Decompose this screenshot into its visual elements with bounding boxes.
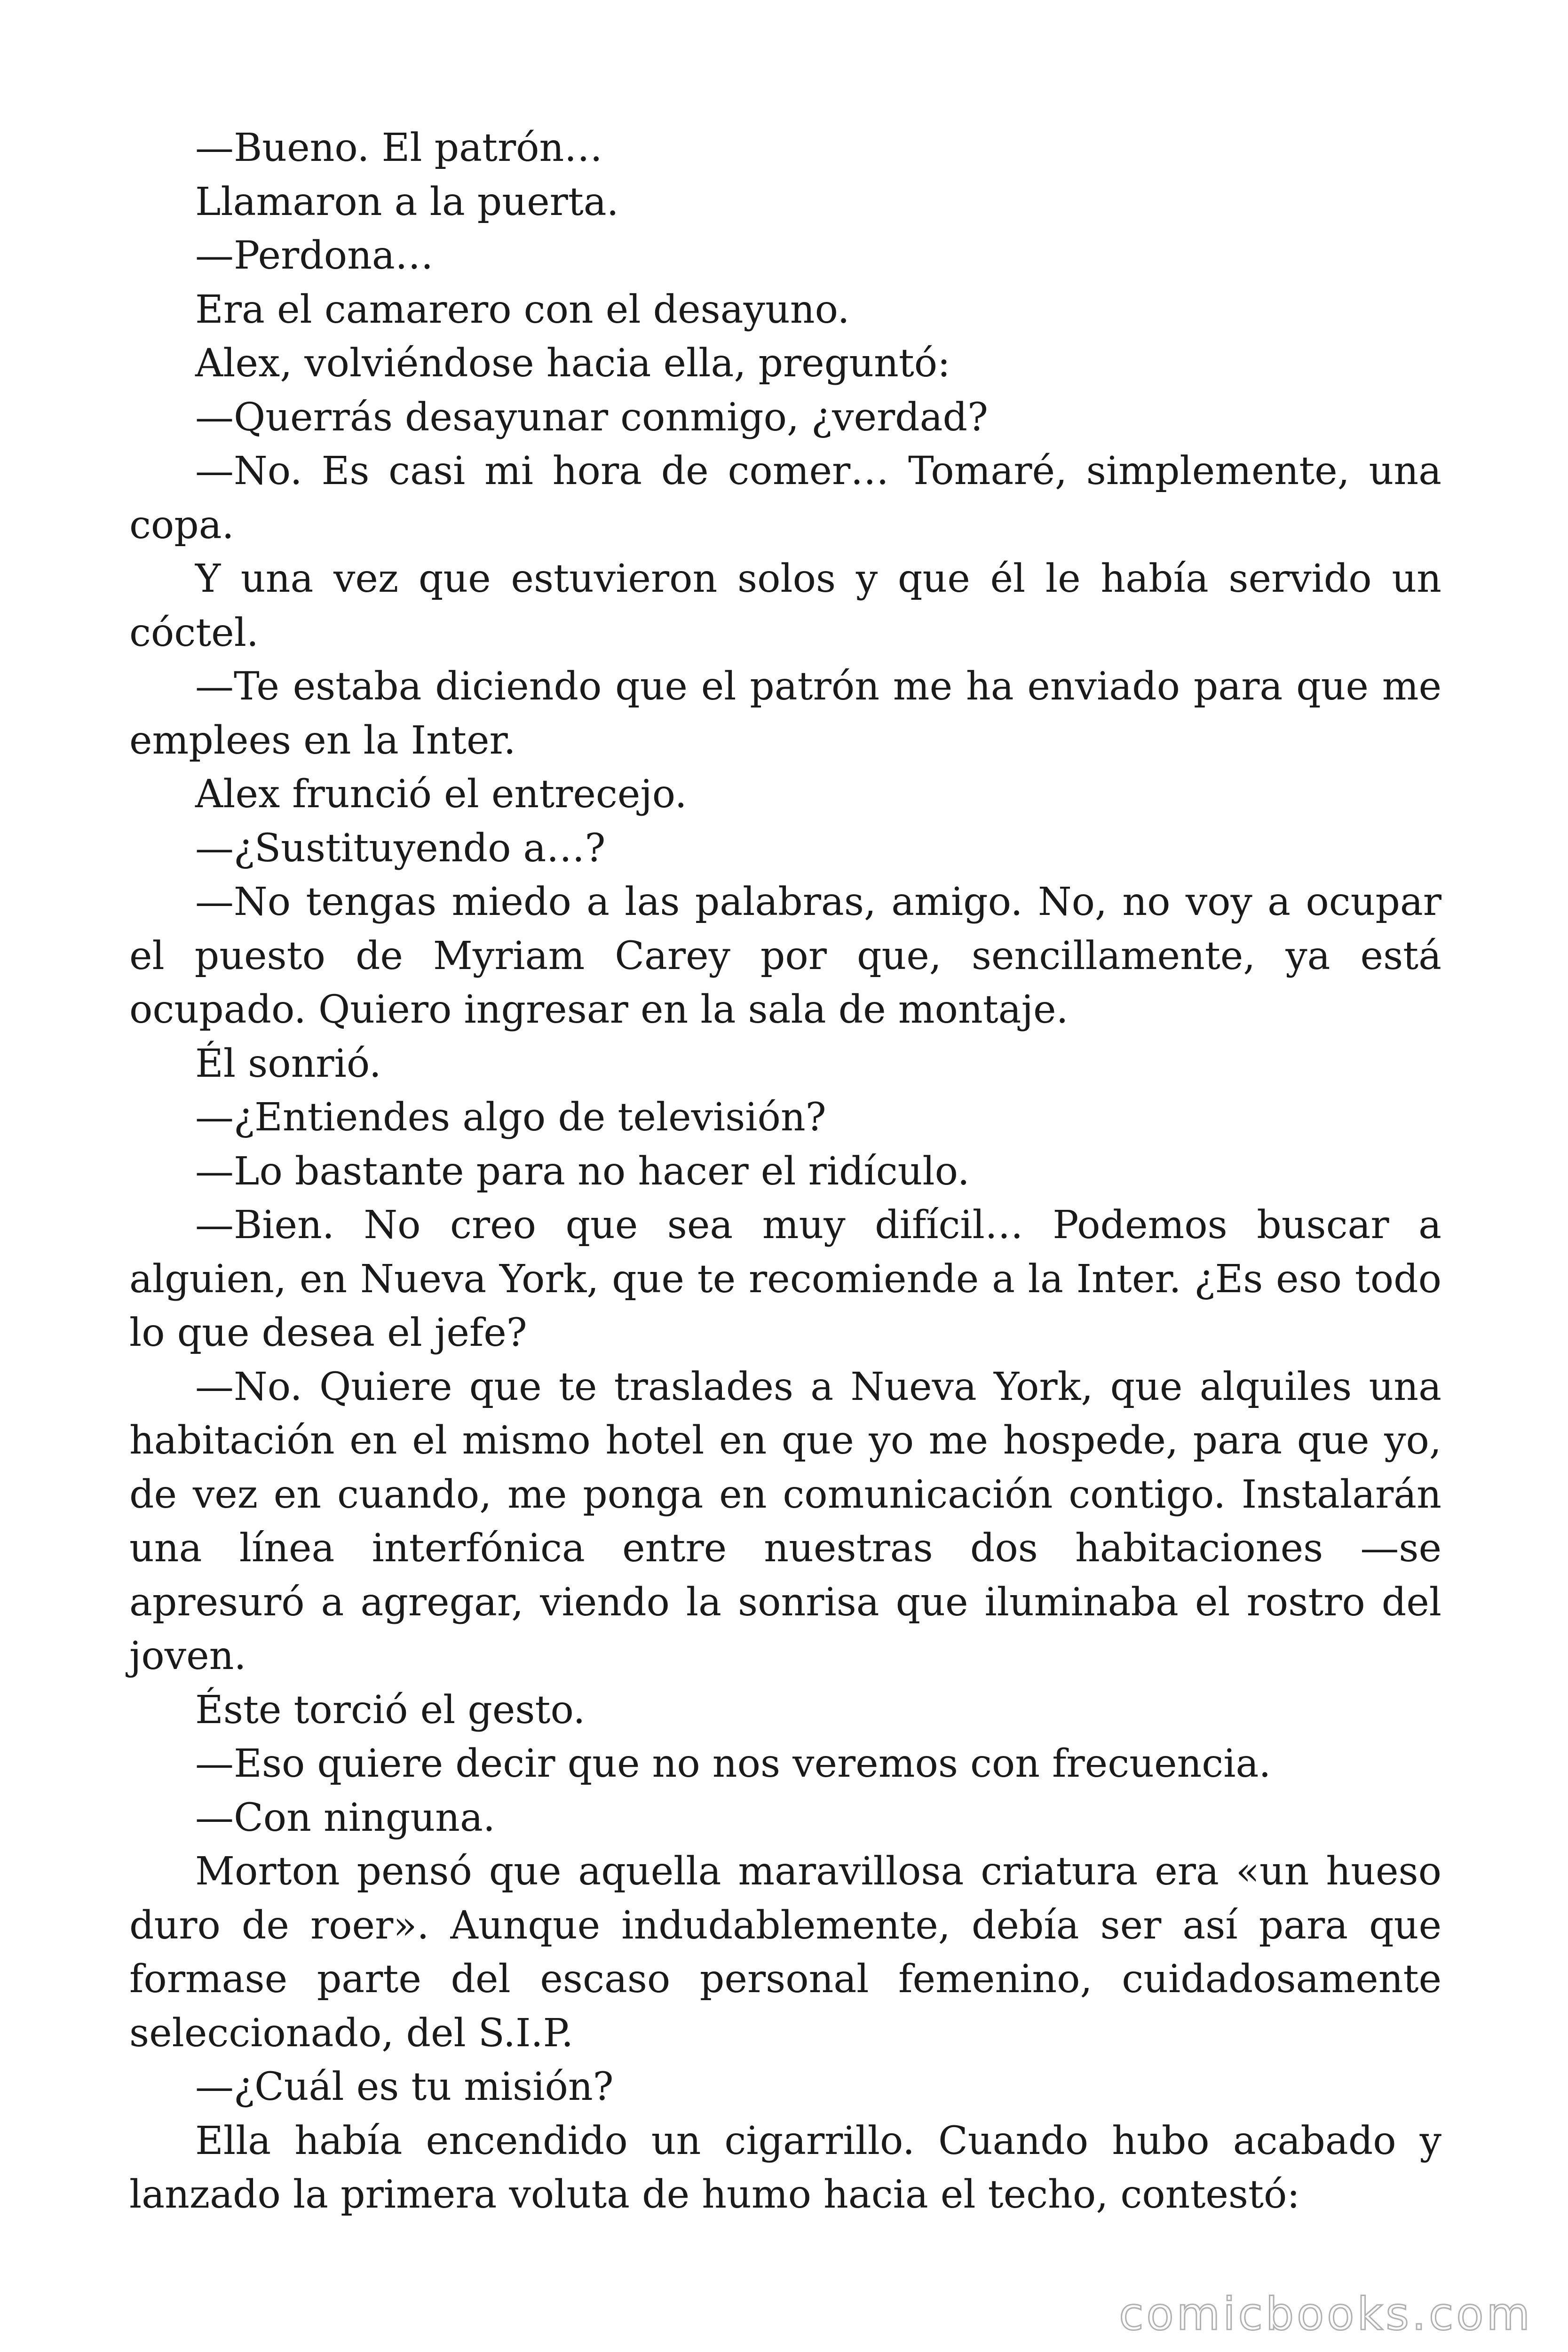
paragraph: Alex frunció el entrecejo. [195,772,687,817]
paragraph: Llamaron a la puerta. [195,179,619,224]
paragraph: —¿Cuál es tu misión? [195,2065,614,2109]
paragraph: Éste torció el gesto. [195,1687,586,1732]
paragraph: —Bueno. El patrón… [195,126,603,170]
watermark: comicbooks.com [1119,2288,1533,2340]
paragraph: —Te estaba diciendo que el patrón me ha enviado para que me emplees en la Inter. [129,664,1441,763]
paragraph: —Con ninguna. [195,1795,495,1840]
paragraph: Él sonrió. [195,1041,381,1086]
paragraph: —No tengas miedo a las palabras, amigo. No, no voy a ocupar el puesto de Myriam Carey por que, sencillamente, ya está ocupado. Quiero ingresar en la sala de montaje. [129,880,1441,1032]
paragraph: —¿Entiendes algo de televisión? [195,1095,826,1140]
paragraph: —Bien. No creo que sea muy difícil… Podemos buscar a alguien, en Nueva York, que te recomiende a la Inter. ¿Es eso todo lo que desea el jefe? [129,1203,1441,1355]
paragraph: —Querrás desayunar conmigo, ¿verdad? [195,395,989,440]
paragraph: Ella había encendido un cigarrillo. Cuando hubo acabado y lanzado la primera voluta de humo hacia el techo, contestó: [129,2118,1441,2217]
paragraph: Era el camarero con el desayuno. [195,287,850,332]
paragraph: Alex, volviéndose hacia ella, preguntó: [195,341,950,386]
paragraph: —Perdona… [195,233,434,278]
paragraph: —Eso quiere decir que no nos veremos con frecuencia. [195,1741,1271,1786]
body-text [129,121,1441,2222]
paragraph: —Lo bastante para no hacer el ridículo. [195,1149,970,1194]
paragraph: —No. Quiere que te traslades a Nueva York, que alquiles una habitación en el mismo hotel en que yo me hospede, para que yo, de vez en cuando, me ponga en comunicación contigo. Instalarán una línea interfónica entre nuestras dos habitaciones —se apresuró a agregar, viendo la sonrisa que iluminaba el rostro del joven. [129,1364,1441,1678]
paragraph: Morton pensó que aquella maravillosa criatura era «un hueso duro de roer». Aunque indudablemente, debía ser así para que formase parte del escaso personal femenino, cuidadosamente seleccionado, del S.I.P. [129,1849,1441,2056]
paragraph: —¿Sustituyendo a…? [195,826,606,871]
paragraph: Y una vez que estuvieron solos y que él le había servido un cóctel. [129,556,1441,655]
paragraph: —No. Es casi mi hora de comer… Tomaré, simplemente, una copa. [129,449,1441,548]
